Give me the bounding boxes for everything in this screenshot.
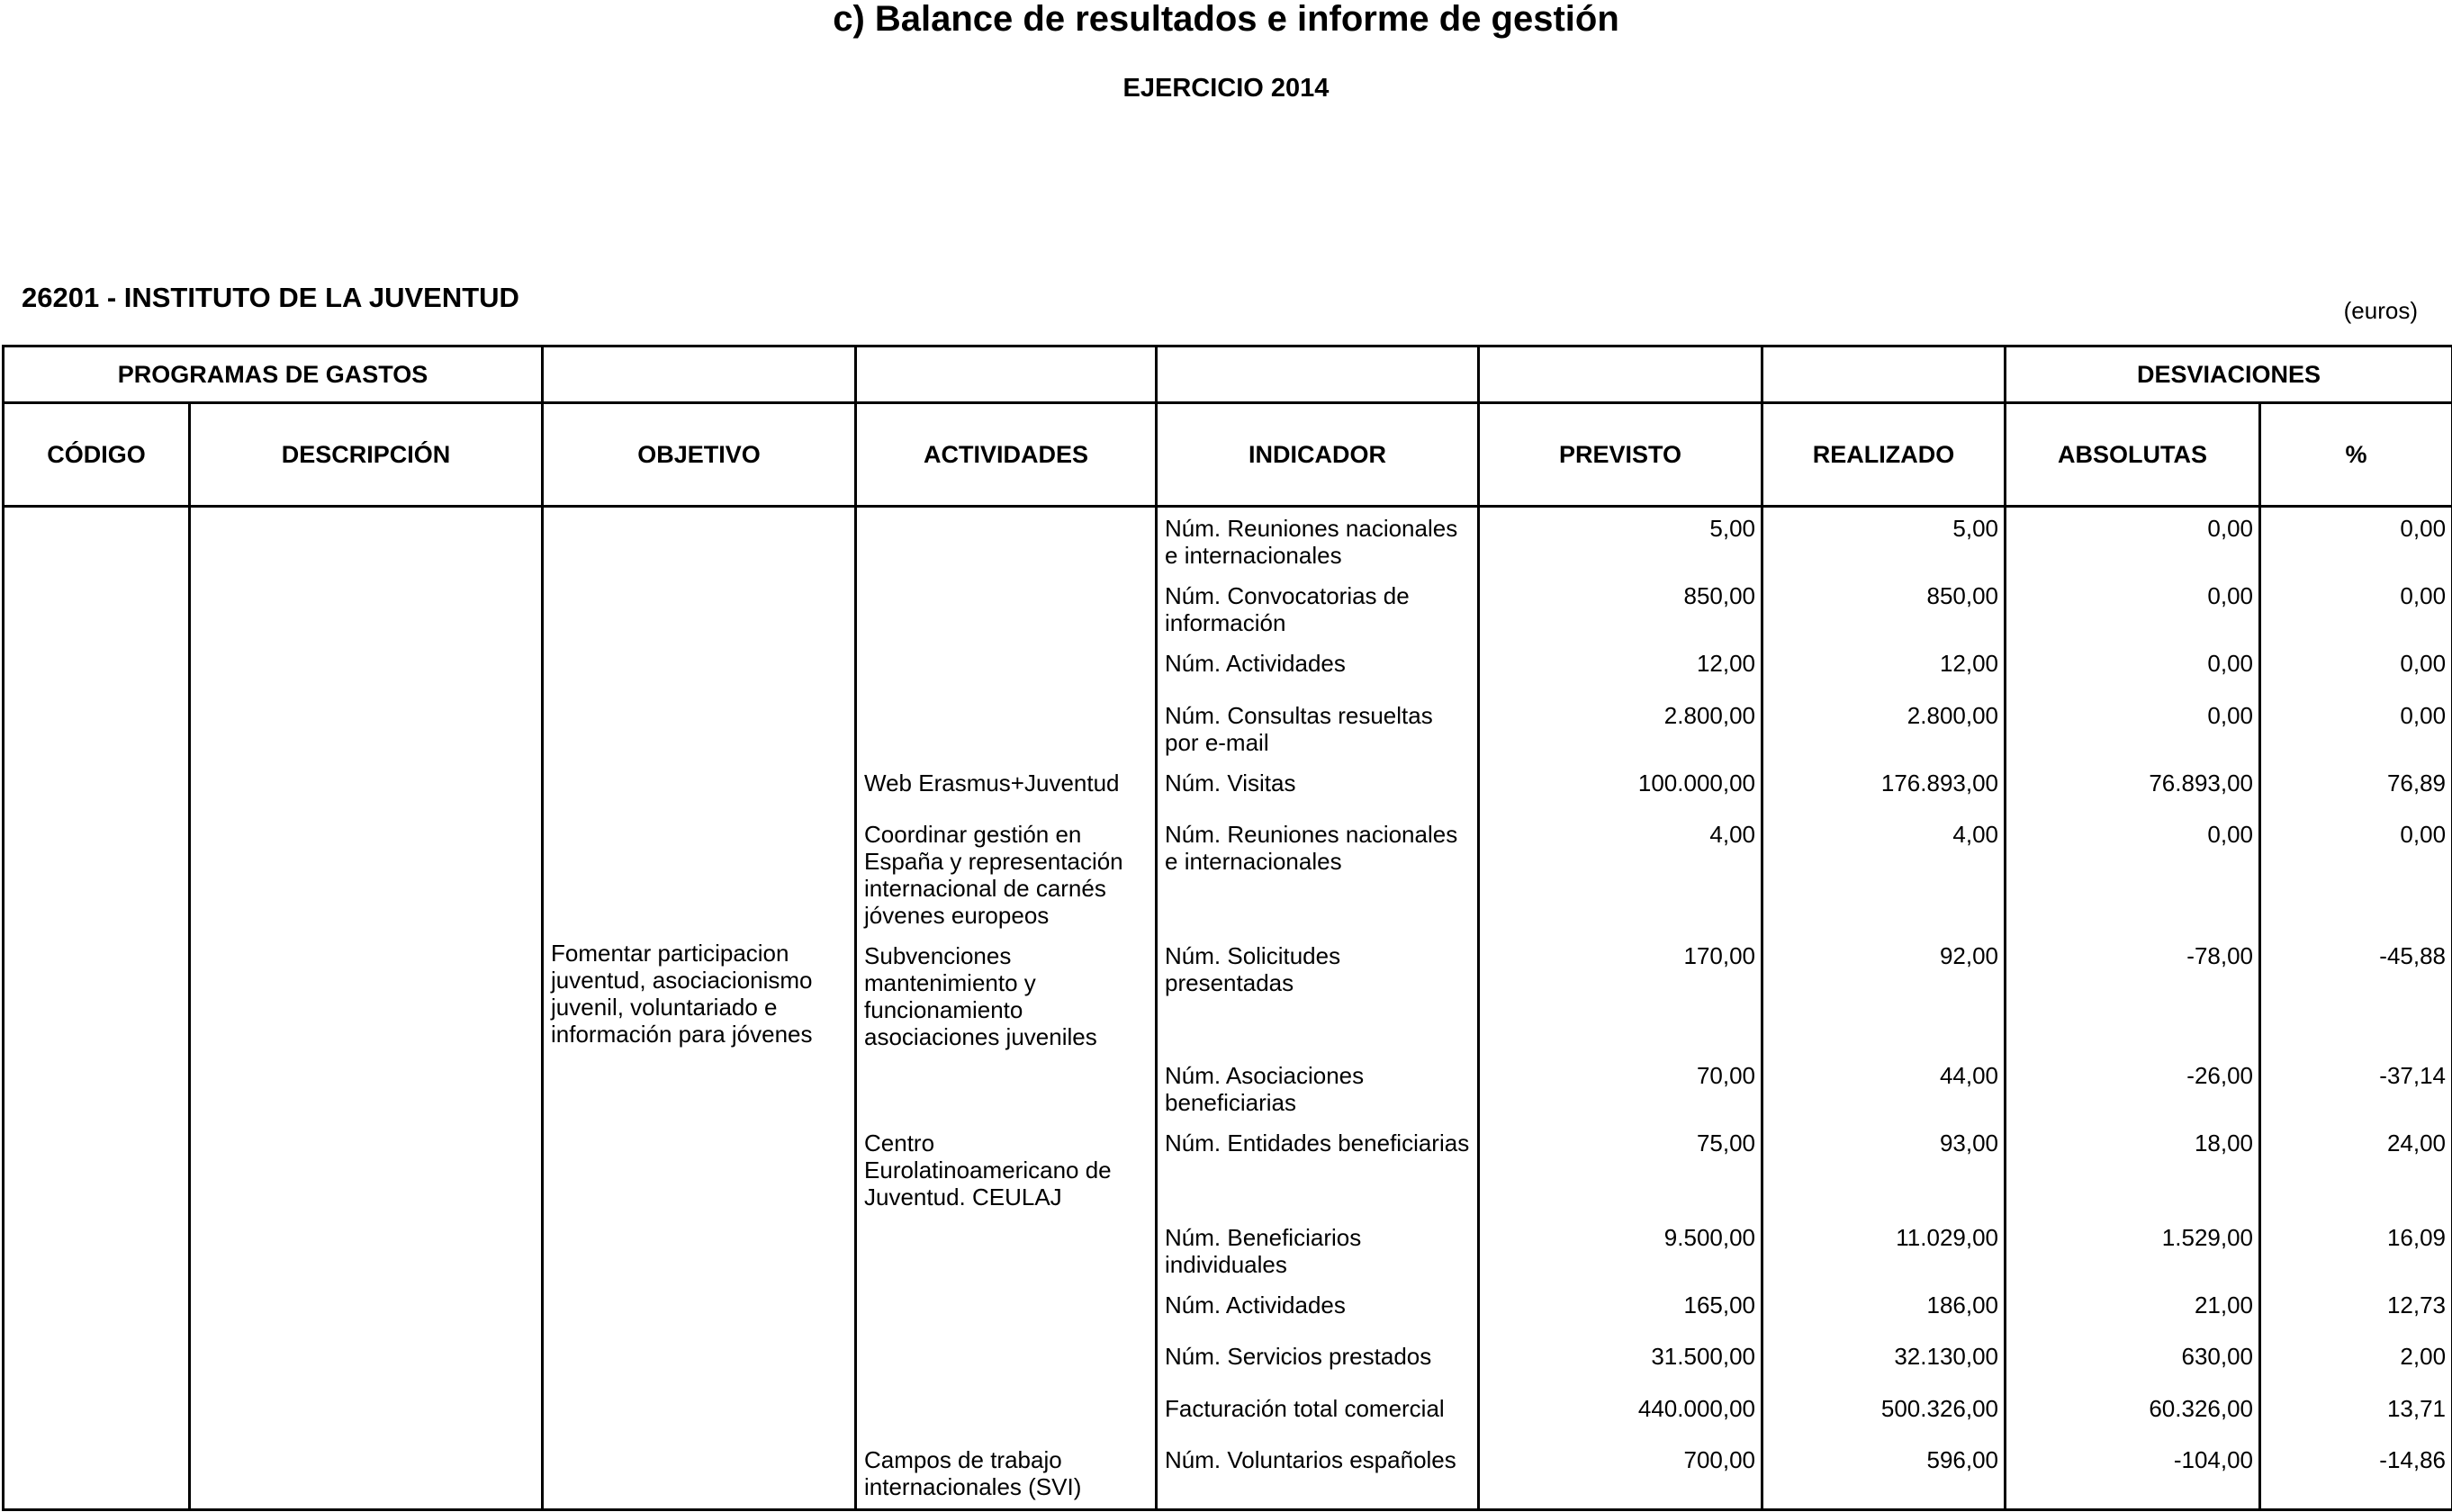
cell-pct: 2,00 (2400, 1343, 2447, 1370)
units-label: (euros) (2343, 297, 2418, 324)
cell-absolutas: 21,00 (2194, 1292, 2254, 1318)
cell-indicador: Núm. Beneficiarios individuales (1165, 1224, 1362, 1278)
cell-indicador: Núm. Solicitudes presentadas (1165, 942, 1341, 996)
cell-pct: 0,00 (2400, 582, 2447, 609)
group-header-programas: PROGRAMAS DE GASTOS (4, 346, 543, 403)
col-header-indicador: INDICADOR (1157, 403, 1479, 507)
cell-previsto: 4,00 (1709, 821, 1756, 848)
cell-pct: 12,73 (2386, 1292, 2447, 1318)
cell-pct: 24,00 (2386, 1130, 2447, 1156)
cell-indicador: Núm. Actividades (1165, 650, 1346, 677)
cell-previsto: 9.500,00 (1663, 1224, 1756, 1251)
cell-realizado: 500.326,00 (1880, 1395, 1999, 1422)
cell-absolutas: -78,00 (2186, 942, 2254, 969)
cell-indicador: Núm. Convocatorias de información (1165, 582, 1410, 636)
cell-realizado: 44,00 (1939, 1062, 1999, 1089)
col-header-objetivo: OBJETIVO (543, 403, 856, 507)
group-header-blank (1762, 346, 2006, 403)
cell-indicador: Núm. Entidades beneficiarias (1165, 1130, 1470, 1156)
col-objetivo (543, 507, 856, 1510)
cell-absolutas: 0,00 (2207, 821, 2254, 848)
cell-realizado: 12,00 (1939, 650, 1999, 677)
cell-absolutas: 0,00 (2207, 515, 2254, 542)
cell-indicador: Núm. Asociaciones beneficiarias (1165, 1062, 1365, 1116)
cell-absolutas: 76.893,00 (2149, 770, 2254, 796)
cell-pct: -45,88 (2379, 942, 2447, 969)
cell-absolutas: 0,00 (2207, 702, 2254, 729)
cell-actividad: Coordinar gestión en España y representación internacional de carnés jóvenes europeos (864, 821, 1123, 929)
cell-indicador: Núm. Reuniones nacionales e internacionales (1165, 515, 1458, 569)
cell-indicador: Núm. Reuniones nacionales e internacionales (1165, 821, 1458, 875)
cell-previsto: 75,00 (1696, 1130, 1756, 1156)
cell-absolutas: 1.529,00 (2161, 1224, 2254, 1251)
fiscal-year: EJERCICIO 2014 (1122, 74, 1330, 103)
col-header-absolutas: ABSOLUTAS (2006, 403, 2260, 507)
cell-absolutas: -26,00 (2186, 1062, 2254, 1089)
cell-previsto: 2.800,00 (1663, 702, 1756, 729)
col-header-codigo: CÓDIGO (4, 403, 190, 507)
cell-realizado: 32.130,00 (1894, 1343, 1999, 1370)
cell-realizado: 93,00 (1939, 1130, 1999, 1156)
col-pct (2260, 507, 2452, 1510)
cell-realizado: 850,00 (1926, 582, 1999, 609)
cell-realizado: 92,00 (1939, 942, 1999, 969)
cell-absolutas: 60.326,00 (2149, 1395, 2254, 1422)
col-header-previsto: PREVISTO (1479, 403, 1762, 507)
cell-previsto: 700,00 (1683, 1446, 1756, 1473)
cell-realizado: 11.029,00 (1896, 1224, 1999, 1251)
cell-absolutas: 630,00 (2181, 1343, 2254, 1370)
cell-realizado: 186,00 (1926, 1292, 1999, 1318)
cell-indicador: Facturación total comercial (1165, 1395, 1445, 1422)
cell-previsto: 170,00 (1683, 942, 1756, 969)
group-header-blank (856, 346, 1157, 403)
cell-pct: -37,14 (2379, 1062, 2447, 1089)
col-header-realizado: REALIZADO (1762, 403, 2006, 507)
cell-absolutas: 0,00 (2207, 650, 2254, 677)
cell-realizado: 596,00 (1926, 1446, 1999, 1473)
col-previsto (1479, 507, 1762, 1510)
objetivo-text: Fomentar participacion juventud, asociacionismo juvenil, voluntariado e información para jóvenes (551, 940, 813, 1048)
cell-indicador: Núm. Consultas resueltas por e-mail (1165, 702, 1433, 756)
col-realizado (1762, 507, 2006, 1510)
cell-actividad: Campos de trabajo internacionales (SVI) (864, 1446, 1082, 1500)
cell-actividad: Centro Eurolatinoamericano de Juventud. CEULAJ (864, 1130, 1112, 1210)
group-header-blank (1157, 346, 1479, 403)
col-absolutas (2006, 507, 2260, 1510)
cell-absolutas: 18,00 (2194, 1130, 2254, 1156)
cell-pct: 76,89 (2386, 770, 2447, 796)
cell-previsto: 12,00 (1696, 650, 1756, 677)
cell-previsto: 165,00 (1683, 1292, 1756, 1318)
cell-previsto: 70,00 (1696, 1062, 1756, 1089)
results-table (2, 345, 2452, 1511)
cell-indicador: Núm. Actividades (1165, 1292, 1346, 1318)
entity-name: 26201 - INSTITUTO DE LA JUVENTUD (22, 282, 519, 313)
cell-absolutas: -104,00 (2173, 1446, 2254, 1473)
col-codigo (4, 507, 190, 1510)
col-header-descripcion: DESCRIPCIÓN (190, 403, 543, 507)
col-header-pct: % (2260, 403, 2452, 507)
col-actividades (856, 507, 1157, 1510)
cell-previsto: 440.000,00 (1637, 1395, 1756, 1422)
cell-previsto: 31.500,00 (1651, 1343, 1756, 1370)
col-descripcion (190, 507, 543, 1510)
page-title: c) Balance de resultados e informe de gestión (833, 0, 1619, 39)
cell-previsto: 850,00 (1683, 582, 1756, 609)
col-header-actividades: ACTIVIDADES (856, 403, 1157, 507)
cell-pct: 16,09 (2386, 1224, 2447, 1251)
cell-previsto: 100.000,00 (1637, 770, 1756, 796)
group-header-blank (543, 346, 856, 403)
cell-pct: 0,00 (2400, 515, 2447, 542)
cell-realizado: 5,00 (1952, 515, 1999, 542)
col-indicador (1157, 507, 1479, 1510)
cell-realizado: 4,00 (1952, 821, 1999, 848)
cell-indicador: Núm. Visitas (1165, 770, 1296, 796)
group-header-desviaciones: DESVIACIONES (2006, 346, 2452, 403)
cell-pct: 13,71 (2386, 1395, 2447, 1422)
cell-actividad: Web Erasmus+Juventud (864, 770, 1120, 796)
cell-pct: 0,00 (2400, 821, 2447, 848)
cell-realizado: 2.800,00 (1907, 702, 1999, 729)
group-header-blank (1479, 346, 1762, 403)
cell-indicador: Núm. Voluntarios españoles (1165, 1446, 1456, 1473)
cell-indicador: Núm. Servicios prestados (1165, 1343, 1432, 1370)
cell-pct: -14,86 (2379, 1446, 2447, 1473)
cell-actividad: Subvenciones mantenimiento y funcionamiento asociaciones juveniles (864, 942, 1097, 1050)
cell-previsto: 5,00 (1709, 515, 1756, 542)
cell-absolutas: 0,00 (2207, 582, 2254, 609)
cell-realizado: 176.893,00 (1880, 770, 1999, 796)
cell-pct: 0,00 (2400, 702, 2447, 729)
cell-pct: 0,00 (2400, 650, 2447, 677)
